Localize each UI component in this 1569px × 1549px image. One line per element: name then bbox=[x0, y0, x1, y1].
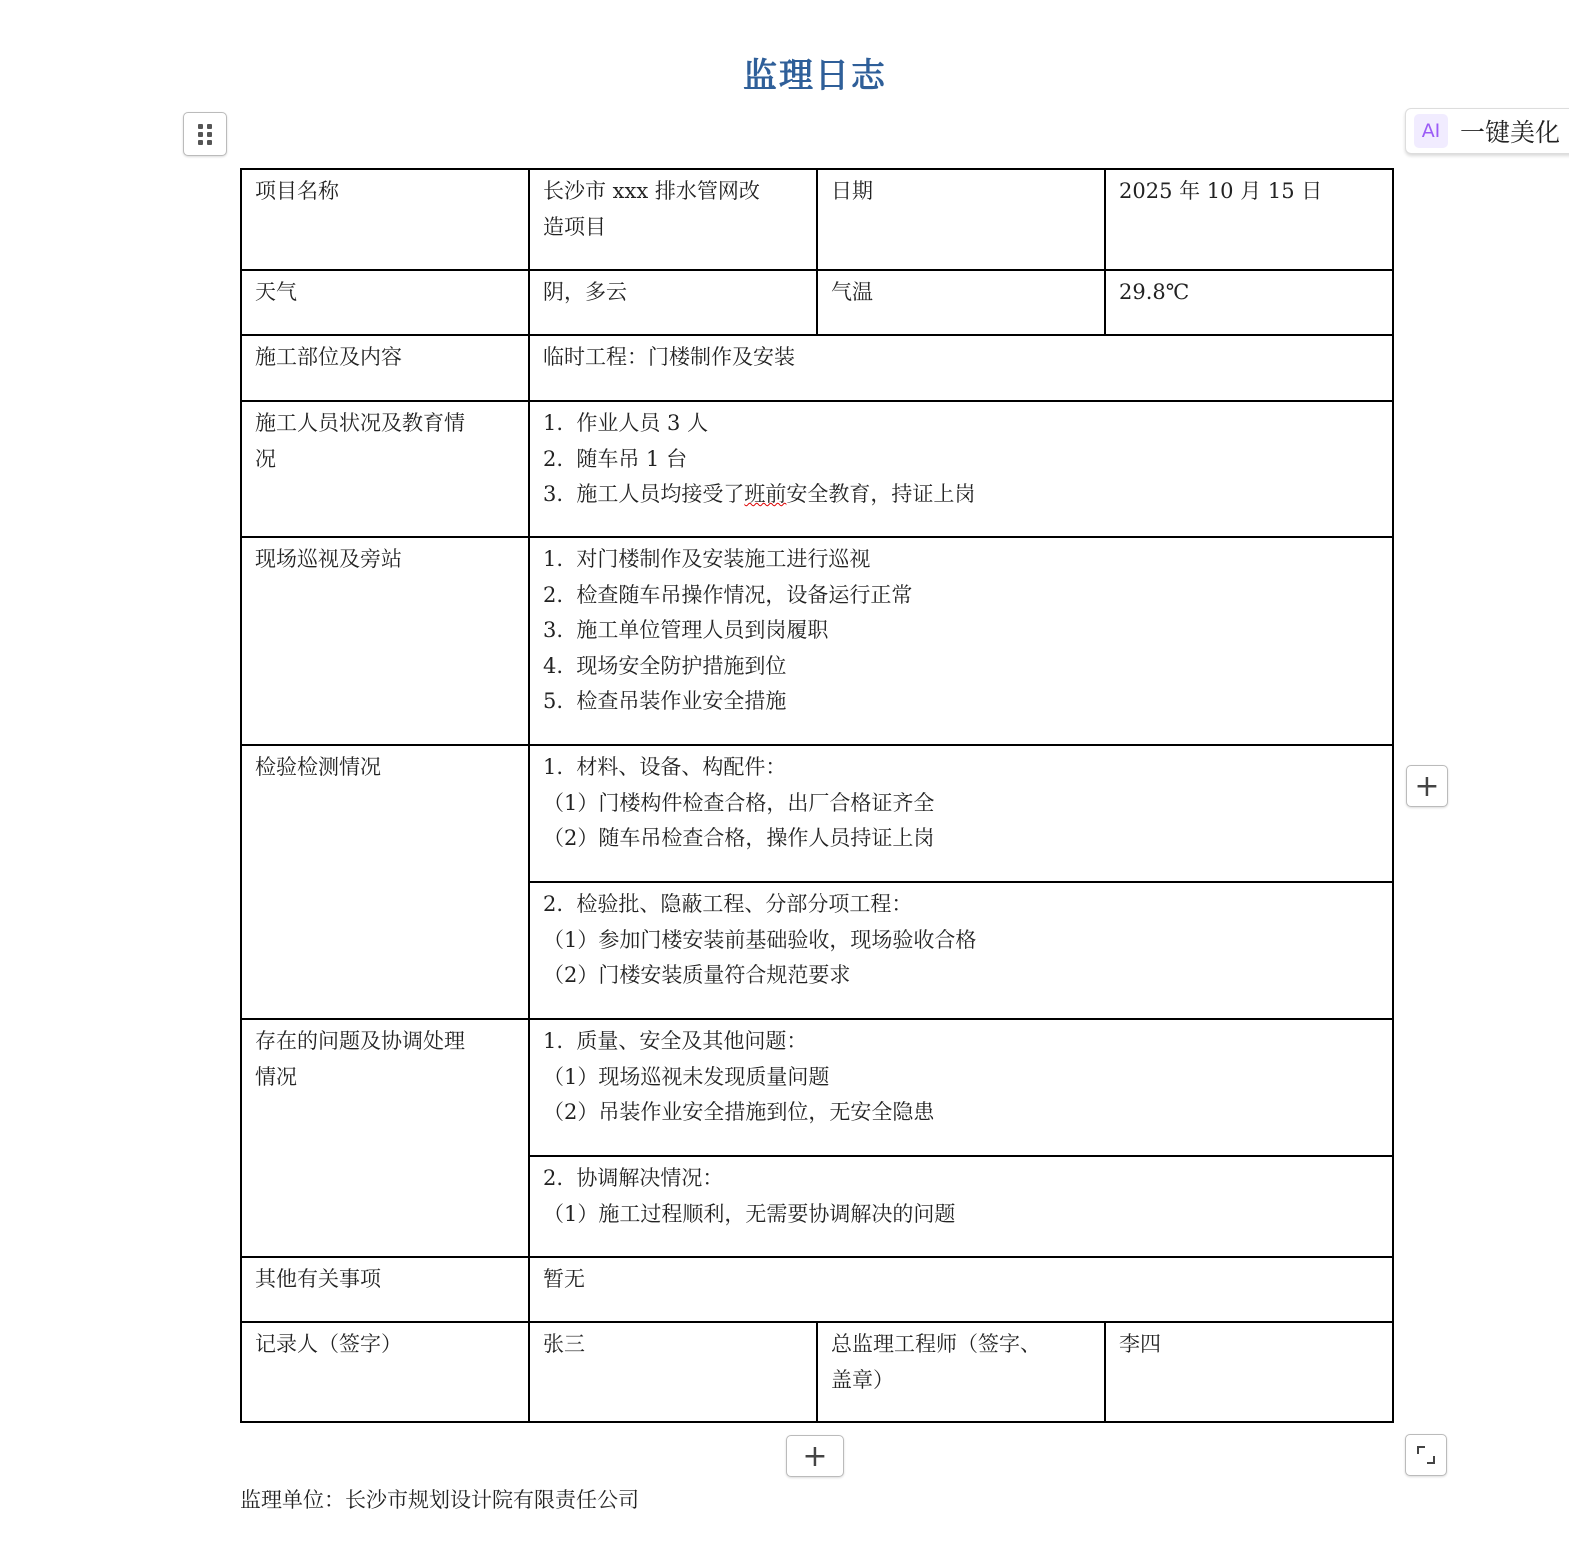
list-item: 3. 施工单位管理人员到岗履职 bbox=[543, 618, 829, 642]
label: 其他有关事项 bbox=[255, 1267, 381, 1291]
table-row bbox=[241, 1322, 1393, 1422]
cell[interactable] bbox=[1105, 270, 1393, 335]
list-item: 5. 检查吊装作业安全措施 bbox=[543, 689, 787, 713]
table-row bbox=[241, 401, 1393, 537]
supervision-log-table bbox=[240, 168, 1394, 1423]
cell[interactable] bbox=[241, 1257, 529, 1322]
value: 临时工程：门楼制作及安装 bbox=[543, 345, 795, 369]
list-item: 1. 材料、设备、构配件： bbox=[543, 755, 787, 779]
table-drag-handle[interactable] bbox=[183, 112, 227, 156]
label: 情况 bbox=[255, 1064, 297, 1089]
cell[interactable] bbox=[1105, 1322, 1393, 1422]
table-row bbox=[241, 1257, 1393, 1322]
cell[interactable] bbox=[241, 270, 529, 335]
cell[interactable] bbox=[241, 169, 529, 270]
plus-icon: + bbox=[1414, 768, 1440, 804]
label: 气温 bbox=[831, 280, 873, 304]
list-item: （1）参加门楼安装前基础验收，现场验收合格 bbox=[543, 927, 977, 952]
list-item: 1. 作业人员 3 人 bbox=[543, 411, 709, 435]
label: 天气 bbox=[255, 280, 297, 304]
cell[interactable] bbox=[529, 1156, 1393, 1257]
list-item: 2. 协调解决情况： bbox=[543, 1166, 724, 1190]
cell[interactable] bbox=[529, 537, 1393, 745]
label: 检验检测情况 bbox=[255, 755, 381, 779]
table-row bbox=[241, 270, 1393, 335]
ai-icon: AI bbox=[1414, 114, 1448, 148]
cell[interactable] bbox=[529, 169, 817, 270]
value: 29.8℃ bbox=[1119, 280, 1190, 304]
value: 长沙市 xxx 排水管网改 bbox=[543, 179, 760, 203]
document-title: 监理日志 bbox=[743, 56, 887, 96]
plus-icon: + bbox=[802, 1438, 828, 1474]
text: 3. 施工人员均接受了 bbox=[543, 482, 745, 506]
ai-beautify-button[interactable] bbox=[1405, 108, 1569, 154]
cell[interactable] bbox=[529, 270, 817, 335]
list-item: （1）施工过程顺利，无需要协调解决的问题 bbox=[543, 1201, 956, 1226]
table-row bbox=[241, 1019, 1393, 1156]
spellcheck-text[interactable]: 班前 bbox=[744, 482, 787, 506]
cell[interactable] bbox=[529, 1257, 1393, 1322]
cell[interactable] bbox=[1105, 169, 1393, 270]
cell[interactable] bbox=[241, 1322, 529, 1422]
list-item: 4. 现场安全防护措施到位 bbox=[543, 653, 787, 678]
cell[interactable] bbox=[817, 169, 1105, 270]
ai-beautify-label: 一键美化 bbox=[1460, 118, 1561, 147]
cell[interactable] bbox=[817, 270, 1105, 335]
cell[interactable] bbox=[241, 401, 529, 537]
list-item: （1）现场巡视未发现质量问题 bbox=[543, 1064, 830, 1089]
grip-icon bbox=[198, 124, 212, 145]
list-item: （2）吊装作业安全措施到位，无安全隐患 bbox=[543, 1100, 935, 1124]
value: 李四 bbox=[1119, 1332, 1161, 1356]
label: 存在的问题及协调处理 bbox=[255, 1029, 465, 1053]
add-row-button[interactable] bbox=[786, 1435, 844, 1477]
cell[interactable] bbox=[241, 537, 529, 745]
list-item: 2. 检查随车吊操作情况，设备运行正常 bbox=[543, 582, 913, 607]
value: 暂无 bbox=[543, 1267, 585, 1291]
label: 现场巡视及旁站 bbox=[255, 547, 402, 571]
list-item: 2. 检验批、隐蔽工程、分部分项工程： bbox=[543, 892, 913, 916]
list-item: （1）门楼构件检查合格，出厂合格证齐全 bbox=[543, 790, 935, 815]
value: 阴，多云 bbox=[543, 280, 627, 304]
cell[interactable] bbox=[241, 745, 529, 1019]
cell[interactable] bbox=[529, 1019, 1393, 1156]
cell[interactable] bbox=[817, 1322, 1105, 1422]
text: 安全教育，持证上岗 bbox=[786, 482, 976, 506]
supervision-unit: 监理单位：长沙市规划设计院有限责任公司 bbox=[240, 1488, 639, 1512]
label: 项目名称 bbox=[255, 179, 339, 203]
label: 盖章） bbox=[831, 1367, 894, 1392]
label: 日期 bbox=[831, 179, 873, 203]
list-item: （2）随车吊检查合格，操作人员持证上岗 bbox=[543, 826, 935, 850]
value: 张三 bbox=[543, 1332, 585, 1356]
cell[interactable] bbox=[529, 335, 1393, 401]
value: 2025 年 10 月 15 日 bbox=[1119, 179, 1323, 203]
table-row bbox=[241, 745, 1393, 882]
add-column-button[interactable] bbox=[1406, 765, 1448, 807]
cell[interactable] bbox=[529, 745, 1393, 882]
resize-icon bbox=[1416, 1445, 1436, 1465]
table-row bbox=[241, 335, 1393, 401]
table-row bbox=[241, 169, 1393, 270]
label: 总监理工程师（签字、 bbox=[831, 1332, 1041, 1356]
cell[interactable] bbox=[241, 1019, 529, 1257]
cell[interactable] bbox=[529, 1322, 817, 1422]
table-row bbox=[241, 537, 1393, 745]
list-item: 1. 对门楼制作及安装施工进行巡视 bbox=[543, 547, 871, 571]
label: 况 bbox=[255, 446, 276, 471]
list-item: （2）门楼安装质量符合规范要求 bbox=[543, 963, 851, 987]
cell[interactable] bbox=[529, 401, 1393, 537]
list-item: 2. 随车吊 1 台 bbox=[543, 446, 688, 471]
list-item: 1. 质量、安全及其他问题： bbox=[543, 1029, 808, 1053]
value: 造项目 bbox=[543, 214, 606, 239]
cell[interactable] bbox=[529, 882, 1393, 1019]
list-item bbox=[543, 477, 1380, 513]
cell[interactable] bbox=[241, 335, 529, 401]
table-resize-button[interactable] bbox=[1405, 1434, 1447, 1476]
label: 施工人员状况及教育情 bbox=[255, 411, 465, 435]
label: 记录人（签字） bbox=[255, 1332, 402, 1356]
label: 施工部位及内容 bbox=[255, 345, 402, 369]
